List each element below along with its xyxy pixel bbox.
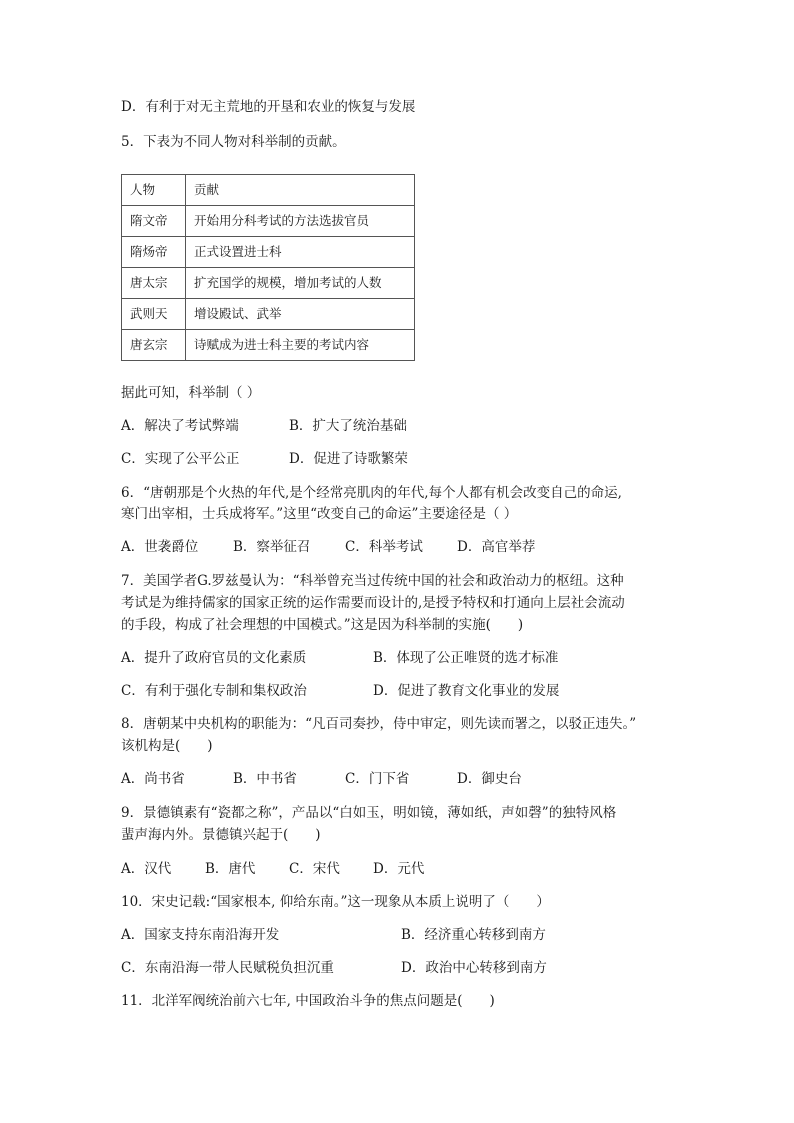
q5-option-a: A．解决了考试弊端 — [121, 418, 239, 434]
table-row — [122, 237, 415, 268]
q9-option-c: C．宋代 — [289, 861, 340, 877]
q8-option-c: C．门下省 — [345, 771, 410, 787]
q10-option-d: D．政治中心转移到南方 — [401, 960, 547, 976]
q6-stem-line2: 寒门出宰相，士兵成将军。”这里“改变自己的命运”主要途径是（ ） — [121, 506, 518, 522]
table-cell-contribution: 增设殿试、武举 — [186, 299, 415, 330]
table-cell-contribution: 诗赋成为进士科主要的考试内容 — [186, 330, 415, 361]
table-row — [122, 268, 415, 299]
table-cell-contribution: 扩充国学的规模，增加考试的人数 — [186, 268, 415, 299]
q8-option-d: D．御史台 — [457, 771, 522, 787]
q11-stem: 11．北洋军阀统治前六七年, 中国政治斗争的焦点问题是( ) — [121, 993, 495, 1009]
q5-question: 据此可知，科举制（ ） — [121, 385, 261, 401]
q7-option-c: C．有利于强化专制和集权政治 — [121, 683, 307, 699]
q8-stem-line2: 该机构是( ) — [121, 738, 213, 754]
table-cell-contribution: 正式设置进士科 — [186, 237, 415, 268]
table-cell-person: 武则天 — [122, 299, 186, 330]
q10-option-b: B．经济重心转移到南方 — [401, 927, 546, 943]
table-row — [122, 206, 415, 237]
table-cell-person: 隋炀帝 — [122, 237, 186, 268]
q10-option-c: C．东南沿海一带人民赋税负担沉重 — [121, 960, 334, 976]
table-cell-person: 唐玄宗 — [122, 330, 186, 361]
contribution-table — [121, 174, 415, 361]
q9-option-b: B．唐代 — [205, 861, 256, 877]
table-header-row — [122, 175, 415, 206]
q6-option-d: D．高官举荐 — [457, 539, 536, 555]
q8-option-b: B．中书省 — [233, 771, 297, 787]
table-cell-person: 隋文帝 — [122, 206, 186, 237]
q5-option-b: B．扩大了统治基础 — [289, 418, 407, 434]
q6-option-c: C．科举考试 — [345, 539, 423, 555]
q5-option-d: D．促进了诗歌繁荣 — [289, 451, 408, 467]
q7-stem-line3: 的手段，构成了社会理想的中国模式。”这是因为科举制的实施( ) — [121, 617, 524, 633]
q7-stem-line2: 考试是为维持儒家的国家正统的运作需要而设计的,是授予特权和打通向上层社会流动 — [121, 595, 625, 611]
q9-option-d: D．元代 — [373, 861, 425, 877]
q4-option-d: D．有利于对无主荒地的开垦和农业的恢复与发展 — [121, 99, 416, 115]
q8-stem-line1: 8．唐朝某中央机构的职能为：“凡百司奏抄，侍中审定，则先读而署之，以驳正违失。” — [121, 716, 637, 732]
table-header-person: 人物 — [122, 175, 186, 206]
q5-option-c: C．实现了公平公正 — [121, 451, 240, 467]
table-row — [122, 330, 415, 361]
q10-option-a: A．国家支持东南沿海开发 — [121, 927, 280, 943]
q10-stem: 10．宋史记载:“国家根本, 仰给东南。”这一现象从本质上说明了（ ） — [121, 894, 550, 910]
q7-option-b: B．体现了公正唯贤的选才标准 — [373, 650, 559, 666]
q9-option-a: A．汉代 — [121, 861, 172, 877]
table-cell-contribution: 开始用分科考试的方法选拔官员 — [186, 206, 415, 237]
q5-stem: 5．下表为不同人物对科举制的贡献。 — [121, 134, 346, 150]
table-header-contribution: 贡献 — [186, 175, 415, 206]
q9-stem-line2: 蜚声海内外。景德镇兴起于( ) — [121, 827, 321, 843]
q7-stem-line1: 7．美国学者G.罗兹曼认为：“科举曾充当过传统中国的社会和政治动力的枢纽。这种 — [121, 573, 624, 589]
table-cell-person: 唐太宗 — [122, 268, 186, 299]
q7-option-a: A．提升了政府官员的文化素质 — [121, 650, 307, 666]
q6-option-b: B．察举征召 — [233, 539, 311, 555]
q6-option-a: A．世袭爵位 — [121, 539, 199, 555]
table-row — [122, 299, 415, 330]
q6-stem-line1: 6．“唐朝那是个火热的年代,是个经常亮肌肉的年代,每个人都有机会改变自己的命运, — [121, 485, 622, 501]
q7-option-d: D．促进了教育文化事业的发展 — [373, 683, 560, 699]
q8-option-a: A．尚书省 — [121, 771, 185, 787]
q9-stem-line1: 9．景德镇素有“瓷都之称”，产品以“白如玉，明如镜，薄如纸，声如磬”的独特风格 — [121, 805, 617, 821]
